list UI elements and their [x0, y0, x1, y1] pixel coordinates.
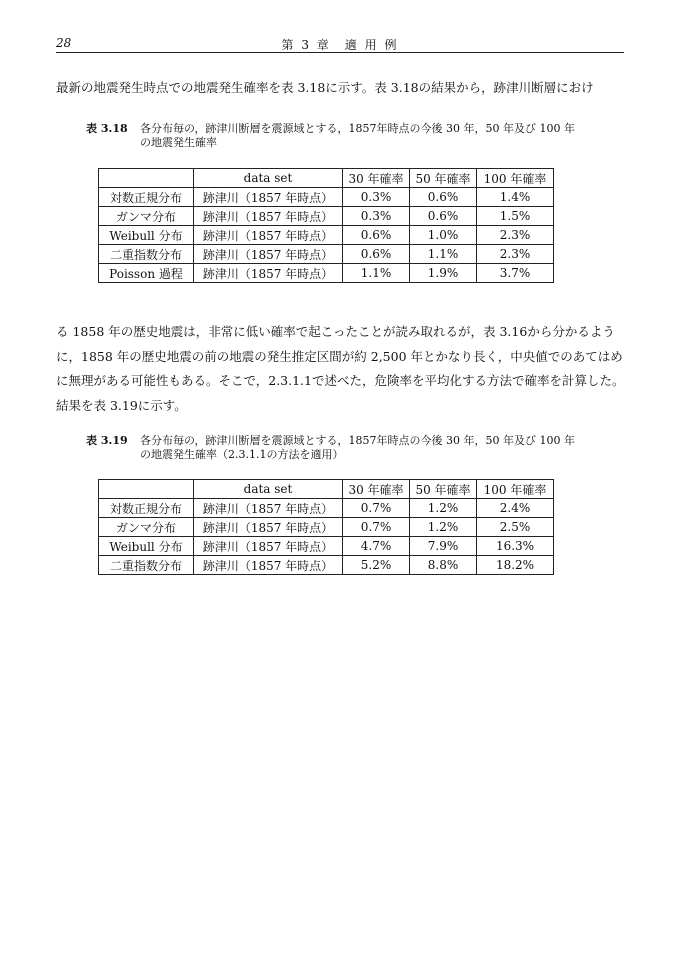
- dataset-cell: 跡津川（1857 年時点）: [194, 556, 343, 575]
- page-number: 28: [56, 36, 72, 50]
- table-caption-text: 各分布毎の，跡津川断層を震源域とする，1857年時点の今後 30 年，50 年及び 100 年の地震発生確率: [140, 122, 576, 149]
- dataset-cell: 跡津川（1857 年時点）: [194, 537, 343, 556]
- dataset-cell: 跡津川（1857 年時点）: [194, 264, 343, 283]
- table-row: [99, 226, 554, 245]
- distribution-cell: Weibull 分布: [99, 537, 194, 556]
- dataset-cell: 跡津川（1857 年時点）: [194, 188, 343, 207]
- prob-50-cell: 1.2%: [410, 499, 477, 518]
- chapter-title: 第 3 章 適 用 例: [281, 38, 399, 52]
- prob-50-cell: 1.0%: [410, 226, 477, 245]
- page-header: [56, 36, 624, 53]
- prob-100-cell: 2.4%: [477, 499, 554, 518]
- prob-50-cell: 1.1%: [410, 245, 477, 264]
- table-row: [99, 207, 554, 226]
- dataset-cell: 跡津川（1857 年時点）: [194, 499, 343, 518]
- dataset-cell: 跡津川（1857 年時点）: [194, 245, 343, 264]
- column-header: 100 年確率: [477, 480, 554, 499]
- prob-30-cell: 0.6%: [343, 245, 410, 264]
- prob-100-cell: 18.2%: [477, 556, 554, 575]
- distribution-cell: ガンマ分布: [99, 207, 194, 226]
- column-header: 100 年確率: [477, 169, 554, 188]
- table-row: [99, 264, 554, 283]
- table-label: 表 3.19: [86, 434, 128, 447]
- prob-50-cell: 7.9%: [410, 537, 477, 556]
- prob-100-cell: 2.3%: [477, 245, 554, 264]
- prob-30-cell: 4.7%: [343, 537, 410, 556]
- column-header: data set: [194, 169, 343, 188]
- table-row: [99, 188, 554, 207]
- column-header: [99, 480, 194, 499]
- prob-30-cell: 0.6%: [343, 226, 410, 245]
- prob-30-cell: 1.1%: [343, 264, 410, 283]
- prob-30-cell: 0.7%: [343, 518, 410, 537]
- prob-50-cell: 8.8%: [410, 556, 477, 575]
- table-caption-text: 各分布毎の，跡津川断層を震源域とする，1857年時点の今後 30 年，50 年及び 100 年の地震発生確率（2.3.1.1の方法を適用）: [140, 434, 576, 461]
- distribution-cell: 対数正規分布: [99, 499, 194, 518]
- dataset-cell: 跡津川（1857 年時点）: [194, 207, 343, 226]
- distribution-cell: ガンマ分布: [99, 518, 194, 537]
- column-header: 30 年確率: [343, 480, 410, 499]
- prob-30-cell: 0.7%: [343, 499, 410, 518]
- prob-100-cell: 1.5%: [477, 207, 554, 226]
- distribution-cell: 対数正規分布: [99, 188, 194, 207]
- dataset-cell: 跡津川（1857 年時点）: [194, 226, 343, 245]
- table-row: [99, 518, 554, 537]
- prob-100-cell: 1.4%: [477, 188, 554, 207]
- table-row: [99, 245, 554, 264]
- prob-30-cell: 5.2%: [343, 556, 410, 575]
- column-header: 30 年確率: [343, 169, 410, 188]
- table-header-row: [99, 169, 554, 188]
- column-header: data set: [194, 480, 343, 499]
- prob-100-cell: 3.7%: [477, 264, 554, 283]
- table-row: [99, 499, 554, 518]
- prob-100-cell: 16.3%: [477, 537, 554, 556]
- prob-50-cell: 0.6%: [410, 188, 477, 207]
- table-row: [99, 537, 554, 556]
- paragraph-intro: 最新の地震発生時点での地震発生確率を表 3.18に示す。表 3.18の結果から，跡津川断層におけ: [56, 80, 594, 95]
- prob-30-cell: 0.3%: [343, 207, 410, 226]
- prob-100-cell: 2.5%: [477, 518, 554, 537]
- paragraph-discussion: る 1858 年の歴史地震は，非常に低い確率で起こったことが読み取れるが，表 3.16から分かるように，1858 年の歴史地震の前の地震の発生推定区間が約 2,500 年とかなり長く，中央値でのあてはめに無理がある可能性もある。そこで，2.3.1.1で述べた，危険率を平均化する方法で確率を計算した。結果を表 3.19に示す。: [56, 324, 625, 413]
- distribution-cell: Weibull 分布: [99, 226, 194, 245]
- table-label: 表 3.18: [86, 122, 128, 135]
- prob-30-cell: 0.3%: [343, 188, 410, 207]
- table-header-row: [99, 480, 554, 499]
- column-header: 50 年確率: [410, 480, 477, 499]
- probability-table-3-19: [98, 479, 554, 575]
- dataset-cell: 跡津川（1857 年時点）: [194, 518, 343, 537]
- probability-table-3-18: [98, 168, 554, 283]
- distribution-cell: 二重指数分布: [99, 556, 194, 575]
- prob-50-cell: 1.2%: [410, 518, 477, 537]
- prob-50-cell: 1.9%: [410, 264, 477, 283]
- table-row: [99, 556, 554, 575]
- column-header: 50 年確率: [410, 169, 477, 188]
- column-header: [99, 169, 194, 188]
- distribution-cell: Poisson 過程: [99, 264, 194, 283]
- prob-100-cell: 2.3%: [477, 226, 554, 245]
- distribution-cell: 二重指数分布: [99, 245, 194, 264]
- prob-50-cell: 0.6%: [410, 207, 477, 226]
